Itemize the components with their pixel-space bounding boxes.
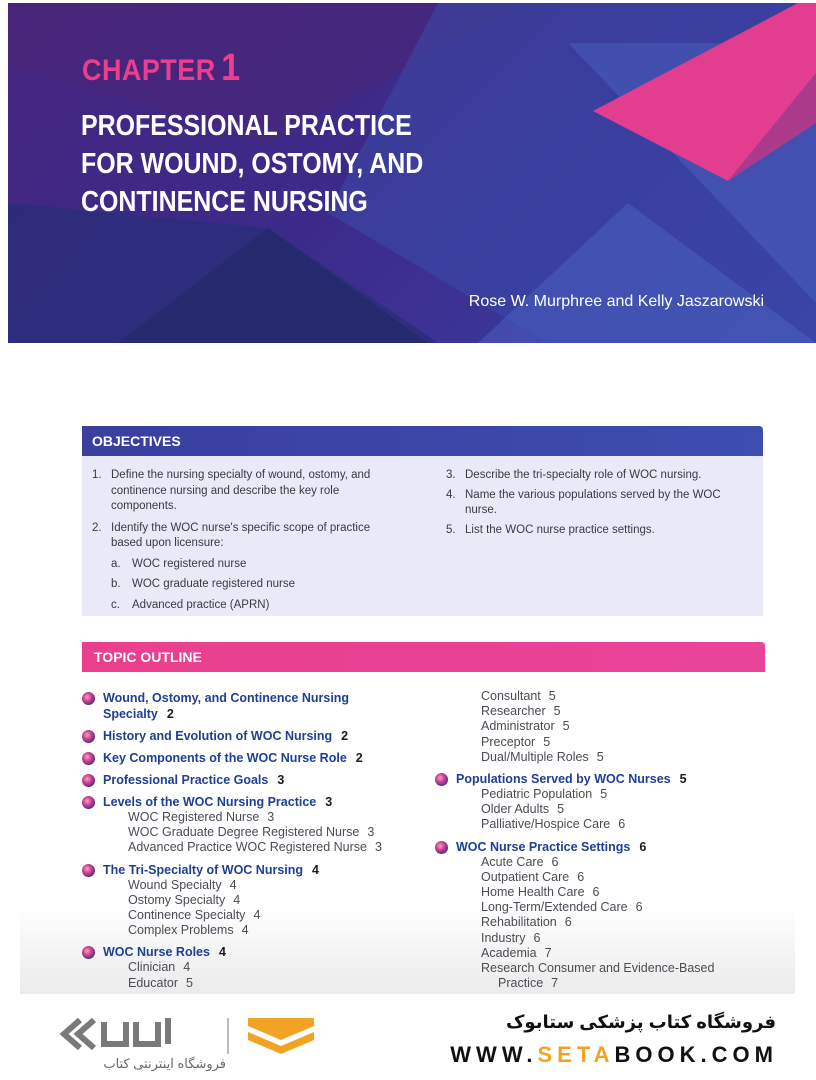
topic-sub-item xyxy=(82,960,382,975)
topic-sub-label: Rehabilitation xyxy=(481,915,557,930)
topic-sub-page: 6 xyxy=(533,930,541,945)
topic-sub-label: Outpatient Care xyxy=(481,869,570,884)
objective-text: Identify the WOC nurse's specific scope of practice based upon licensure: xyxy=(111,521,371,549)
store-url-prefix: WWW. xyxy=(450,1042,538,1067)
topic-sub-label: Consultant xyxy=(481,689,541,703)
topic-sub-page: 3 xyxy=(367,825,375,840)
topic-main-item xyxy=(82,690,382,722)
topic-bullet-icon xyxy=(435,773,448,786)
topic-sub-page: 6 xyxy=(592,885,600,900)
topic-sub-label: Continence Specialty xyxy=(128,908,246,923)
topic-label: WOC Nurse Roles xyxy=(103,945,210,960)
objectives-box xyxy=(82,426,763,616)
objective-text: Name the various populations served by the WOC nurse. xyxy=(465,488,721,516)
objective-item xyxy=(92,521,402,552)
topic-sub-label: WOC Graduate Degree Registered Nurse xyxy=(128,825,360,840)
chapter-word: CHAPTER xyxy=(82,54,216,87)
objective-number: 2. xyxy=(92,521,102,534)
topic-sub-label: Long-Term/Extended Care xyxy=(481,900,628,915)
topic-sub-item xyxy=(435,689,714,704)
topic-sub-label: Administrator xyxy=(481,719,555,734)
topic-sub-page: 7 xyxy=(544,945,552,960)
objective-number: 1. xyxy=(92,469,102,481)
objective-item xyxy=(446,523,746,539)
topic-sub-label: Academia xyxy=(481,945,537,960)
topic-sub-label: WOC Registered Nurse xyxy=(128,810,260,824)
topic-sub-item xyxy=(82,825,382,840)
topic-sub-label: Advanced Practice WOC Registered Nurse xyxy=(128,840,367,855)
topic-sub-item xyxy=(435,915,714,930)
topic-sub-label: Industry xyxy=(481,930,526,945)
topic-sub-item xyxy=(82,840,382,855)
objective-number: 5. xyxy=(446,523,456,536)
topic-sub-item xyxy=(435,704,714,719)
topic-sub-item xyxy=(435,885,714,900)
topic-sub-page: 3 xyxy=(267,810,275,824)
topic-page: 3 xyxy=(277,773,285,787)
topic-main-item xyxy=(82,750,382,766)
topic-main-item xyxy=(82,794,382,810)
topic-sub-label: Complex Problems xyxy=(128,923,234,938)
topic-sub-item xyxy=(82,893,382,908)
topic-sub-label: Older Adults xyxy=(481,802,550,817)
topic-main-item xyxy=(82,772,382,788)
topic-sub-page: 5 xyxy=(548,689,556,703)
topic-sub-label: Acute Care xyxy=(481,854,544,869)
logo-persian-text: فروشگاه اینترنتی کتاب xyxy=(103,1056,226,1071)
objective-item xyxy=(446,488,746,519)
topic-sub-page: 6 xyxy=(564,915,572,930)
chapter-title-line: CONTINENCE NURSING xyxy=(81,186,368,218)
topic-sub-item xyxy=(435,855,714,870)
objective-subletter: a. xyxy=(111,557,121,570)
topic-sub-page: 5 xyxy=(557,802,565,817)
chapter-banner xyxy=(8,3,816,343)
topic-sub-item xyxy=(435,750,714,765)
topic-sub-label: Educator xyxy=(128,975,179,990)
topic-main-item xyxy=(82,944,382,960)
topic-sub-item xyxy=(435,735,714,750)
store-url xyxy=(450,1042,778,1068)
topic-outline-left-column xyxy=(82,690,382,991)
topic-sub-label: Dual/Multiple Roles xyxy=(481,749,589,764)
objective-subtext: WOC graduate registered nurse xyxy=(132,578,295,590)
objective-number: 3. xyxy=(446,469,456,481)
topic-bullet-icon xyxy=(82,730,95,743)
topic-sub-label: Wound Specialty xyxy=(128,877,222,892)
topic-sub-label: Clinician xyxy=(128,960,176,975)
topic-sub-item xyxy=(435,946,714,961)
topic-sub-page: 5 xyxy=(600,787,608,802)
chapter-title xyxy=(81,107,423,221)
topic-sub-page: 6 xyxy=(551,854,559,869)
topic-bullet-icon xyxy=(82,774,95,787)
chapter-title-line: PROFESSIONAL PRACTICE xyxy=(81,110,412,142)
topic-sub-item xyxy=(435,931,714,946)
topic-sub-label: Preceptor xyxy=(481,734,536,749)
topic-outline-heading: TOPIC OUTLINE xyxy=(82,642,765,672)
topic-label: The Tri-Specialty of WOC Nursing xyxy=(103,862,304,877)
topic-sub-item xyxy=(435,802,714,817)
topic-outline-right-column xyxy=(435,689,714,991)
store-name: فروشگاه کتاب پزشکی ستابوک xyxy=(505,1012,776,1032)
topic-label: WOC Nurse Practice Settings xyxy=(456,839,631,854)
topic-sub-item xyxy=(82,976,382,991)
topic-label: Wound, Ostomy, and Continence Nursing xyxy=(103,691,350,705)
objective-text: Define the nursing specialty of wound, ostomy, and continence nursing and describe the key role components. xyxy=(111,469,371,512)
topic-label: Levels of the WOC Nursing Practice xyxy=(103,795,317,809)
topic-sub-item xyxy=(82,923,382,938)
chapter-title-line: FOR WOUND, OSTOMY, AND xyxy=(81,148,424,180)
topic-outline-body xyxy=(20,672,795,994)
topic-page: 3 xyxy=(325,795,333,809)
topic-sub-label: Palliative/Hospice Care xyxy=(481,817,611,832)
topic-sub-page: 4 xyxy=(233,892,241,907)
topic-sub-page: 4 xyxy=(253,908,261,923)
watermark-footer xyxy=(0,996,816,1080)
topic-sub-label: Research Consumer and Evidence-Based xyxy=(481,961,715,976)
chapter-label xyxy=(82,47,241,90)
chapter-authors: Rose W. Murphree and Kelly Jaszarowski xyxy=(468,293,764,310)
topic-page: 6 xyxy=(639,839,647,854)
topic-bullet-icon xyxy=(82,692,95,705)
topic-sub-label: Ostomy Specialty xyxy=(128,892,226,907)
topic-sub-page: 5 xyxy=(596,749,604,764)
topic-main-item xyxy=(435,771,714,787)
topic-sub-label: Home Health Care xyxy=(481,885,585,900)
objective-text: Describe the tri-specialty role of WOC nursing. xyxy=(465,469,702,481)
topic-page: 4 xyxy=(218,945,226,960)
topic-sub-label-cont: Practice xyxy=(498,976,544,991)
topic-sub-item xyxy=(435,719,714,734)
topic-sub-page: 6 xyxy=(577,869,585,884)
setabook-logo xyxy=(58,1014,328,1074)
topic-sub-page: 6 xyxy=(635,900,643,915)
topic-sub-page: 3 xyxy=(374,840,382,855)
topic-page: 2 xyxy=(166,707,174,721)
topic-label: Key Components of the WOC Nurse Role xyxy=(103,751,347,765)
objective-subtext: WOC registered nurse xyxy=(132,557,247,570)
topic-page: 2 xyxy=(341,729,349,743)
topic-label: Populations Served by WOC Nurses xyxy=(456,772,671,787)
objective-subitem xyxy=(92,598,402,614)
topic-sub-page: 7 xyxy=(551,976,559,991)
objective-subtext: Advanced practice (APRN) xyxy=(132,598,270,611)
topic-label: History and Evolution of WOC Nursing xyxy=(103,729,333,743)
topic-sub-item xyxy=(82,908,382,923)
topic-page: 5 xyxy=(679,772,687,787)
objective-number: 4. xyxy=(446,488,456,501)
topic-sub-label: Pediatric Population xyxy=(481,787,593,802)
topic-sub-page: 4 xyxy=(229,877,237,892)
topic-label: Professional Practice Goals xyxy=(103,773,269,787)
topic-sub-page: 4 xyxy=(241,923,249,938)
objective-item xyxy=(446,468,746,484)
topic-bullet-icon xyxy=(435,841,448,854)
topic-sub-item-cont xyxy=(435,976,714,991)
topic-sub-item xyxy=(82,878,382,893)
topic-sub-label: Researcher xyxy=(481,704,546,719)
objective-subletter: c. xyxy=(111,598,120,611)
topic-sub-item xyxy=(435,787,714,802)
topic-sub-page: 5 xyxy=(562,719,570,734)
topic-bullet-icon xyxy=(82,752,95,765)
objectives-right-column xyxy=(446,468,746,542)
chapter-number: 1 xyxy=(221,47,241,89)
topic-bullet-icon xyxy=(82,864,95,877)
topic-sub-page: 5 xyxy=(553,704,561,719)
topic-main-item xyxy=(82,728,382,744)
setabook-logo-icon xyxy=(58,1014,328,1056)
topic-sub-item xyxy=(82,810,382,825)
objective-text: List the WOC nurse practice settings. xyxy=(465,523,655,536)
topic-page: 2 xyxy=(355,751,363,765)
objectives-left-column xyxy=(92,468,402,617)
topic-sub-page: 4 xyxy=(183,960,191,975)
objective-subitem xyxy=(92,557,402,573)
store-url-accent: SETA xyxy=(537,1042,615,1067)
topic-label-cont: Specialty xyxy=(103,707,158,721)
objectives-heading: OBJECTIVES xyxy=(82,426,763,456)
topic-sub-page: 6 xyxy=(618,817,626,832)
topic-sub-item xyxy=(435,961,714,976)
topic-page: 4 xyxy=(312,862,319,877)
topic-bullet-icon xyxy=(82,796,95,809)
topic-sub-page: 5 xyxy=(186,975,193,990)
topic-sub-item xyxy=(435,870,714,885)
topic-main-item xyxy=(82,862,382,878)
objective-subitem xyxy=(92,577,402,593)
topic-sub-item xyxy=(435,900,714,915)
topic-bullet-icon xyxy=(82,946,95,959)
topic-sub-item xyxy=(435,817,714,832)
topic-main-item xyxy=(435,839,714,855)
objective-item xyxy=(92,468,402,515)
topic-sub-page: 5 xyxy=(543,734,551,749)
objective-subletter: b. xyxy=(111,578,121,590)
store-url-suffix: BOOK.COM xyxy=(614,1042,778,1067)
